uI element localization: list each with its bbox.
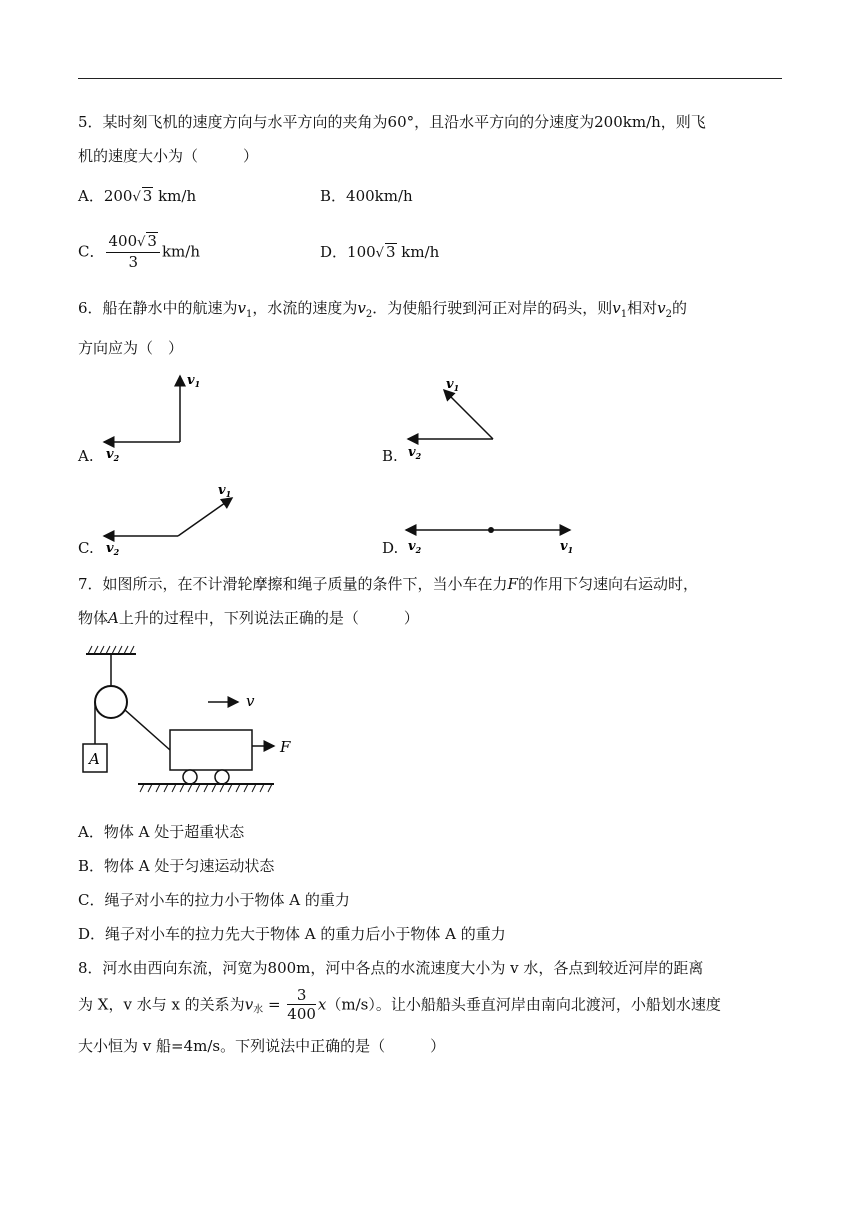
q7-text-d: 上升的过程中，下列说法正确的是（ ） — [118, 609, 419, 627]
q8-x: x — [317, 995, 327, 1014]
q5-option-a-label: A． — [78, 187, 104, 205]
q6-option-c-label[interactable]: C. — [78, 539, 94, 557]
q8-text-b: （m/s）。让小船船头垂直河岸由南向北渡河，小船划水速度 — [326, 995, 721, 1014]
q8-v-water-sub: 水 — [253, 1004, 264, 1016]
q6-v2-sub: 2 — [365, 309, 373, 320]
q6-c-v1-label: $v_1$ — [218, 483, 232, 499]
q7-option-c[interactable]: C．绳子对小车的拉力小于物体 A 的重力 — [78, 891, 350, 909]
q5-option-c[interactable] — [78, 232, 200, 272]
q6-v2b: v — [657, 299, 666, 317]
q7-text-a: 7．如图所示，在不计滑轮摩擦和绳子质量的条件下，当小车在力 — [78, 575, 508, 593]
q7-force-label: F — [280, 738, 291, 756]
q8-fraction-num: 3 — [287, 986, 316, 1005]
q6-option-b-label[interactable]: B. — [382, 447, 398, 465]
q5-option-a-radicand: 3 — [142, 187, 153, 205]
q6-a-v2-label: $v_2$ — [106, 447, 120, 463]
q6-option-b-diagram — [400, 374, 510, 464]
q6-v1-sub: 1 — [246, 309, 253, 320]
q8-stem-line2 — [78, 986, 721, 1026]
q5-stem-line2: 机的速度大小为（ ） — [78, 147, 259, 165]
q7-text-obj-a: A — [108, 609, 119, 627]
q6-text-a: 6．船在静水中的航速为 — [78, 299, 238, 317]
q6-v1b-sub: 1 — [620, 309, 628, 320]
q6-text-b: ，水流的速度为 — [252, 299, 358, 317]
q5-option-d-coef: 100 — [347, 243, 376, 261]
q5-option-c-unit: km/h — [161, 242, 200, 261]
q6-text-c: ．为使船行驶到河正对岸的码头，则 — [372, 299, 613, 317]
q8-equals: = — [263, 995, 286, 1014]
q8-fraction — [287, 986, 316, 1023]
q7-pulley-diagram — [78, 640, 298, 800]
q7-option-d[interactable]: D．绳子对小车的拉力先大于物体 A 的重力后小于物体 A 的重力 — [78, 925, 506, 943]
q6-v2b-sub: 2 — [665, 309, 673, 320]
q6-option-c-diagram — [98, 480, 248, 556]
q6-stem-line1 — [78, 298, 687, 325]
q5-option-d-unit: km/h — [396, 243, 440, 261]
q5-option-b[interactable]: B．400km/h — [320, 187, 413, 205]
q7-block-a-label: A — [89, 750, 100, 768]
q5-option-a-unit: km/h — [153, 187, 197, 205]
q6-v2: v — [357, 299, 366, 317]
q6-option-d-label[interactable]: D. — [382, 539, 399, 557]
q8-v-water: v — [244, 995, 254, 1014]
q6-text-e: 的 — [672, 299, 688, 317]
header-rule — [78, 78, 782, 79]
q5-option-c-label: C． — [78, 242, 105, 261]
q6-option-d-diagram — [400, 516, 580, 556]
q7-text-c: 物体 — [78, 609, 109, 627]
q7-text-f: F — [507, 575, 518, 593]
q7-velocity-label: v — [246, 692, 255, 710]
q5-option-d-label: D． — [320, 243, 348, 261]
q5-option-c-fraction: $\frac{400√ 3}{3}$ — [106, 232, 159, 271]
q5-option-d[interactable]: D．100√ 3 km/h — [320, 243, 440, 261]
q6-c-v2-label: $v_2$ — [106, 541, 120, 556]
q6-d-v1-label: $v_1$ — [560, 539, 574, 555]
q6-text-d: 相对 — [627, 299, 658, 317]
q6-stem-line2: 方向应为（ ） — [78, 339, 184, 357]
q8-stem-line1: 8．河水由西向东流，河宽为800m，河中各点的水流速度大小为 v 水，各点到较近河岸的距离 — [78, 959, 704, 977]
q6-v1: v — [237, 299, 247, 317]
q5-option-a[interactable]: A．200√ 3 km/h — [78, 187, 197, 205]
q7-text-b: 的作用下匀速向右运动时， — [517, 575, 698, 593]
q5-stem-line1: 5．某时刻飞机的速度方向与水平方向的夹角为60°，且沿水平方向的分速度为200km/h，则飞 — [78, 113, 706, 131]
q6-a-v1-label: $v_1$ — [187, 373, 201, 389]
q5-option-a-coef: 200 — [103, 187, 133, 205]
q7-option-b[interactable]: B．物体 A 处于匀速运动状态 — [78, 857, 275, 875]
q8-text-a: 为 X，v 水与 x 的关系为 — [78, 995, 245, 1014]
q8-fraction-den: 400 — [287, 1005, 316, 1023]
q7-stem-line1 — [78, 574, 698, 594]
q6-v1b: v — [612, 299, 621, 317]
q7-option-a[interactable]: A．物体 A 处于超重状态 — [78, 823, 245, 841]
q7-stem-line2 — [78, 608, 419, 628]
q6-b-v1-label: $v_1$ — [446, 377, 460, 393]
q6-option-a-diagram — [98, 368, 208, 464]
q5-option-c-num-radicand: 3 — [147, 232, 157, 250]
q5-option-d-radicand: 3 — [385, 243, 396, 261]
q5-option-c-denominator: 3 — [128, 253, 138, 271]
q5-option-c-num-coef: 400 — [108, 232, 138, 250]
q6-option-a-label[interactable]: A. — [78, 447, 94, 465]
q6-d-v2-label: $v_2$ — [408, 539, 422, 555]
q6-b-v2-label: $v_2$ — [408, 445, 422, 461]
q8-stem-line3: 大小恒为 v 船=4m/s。下列说法中正确的是（ ） — [78, 1037, 446, 1055]
